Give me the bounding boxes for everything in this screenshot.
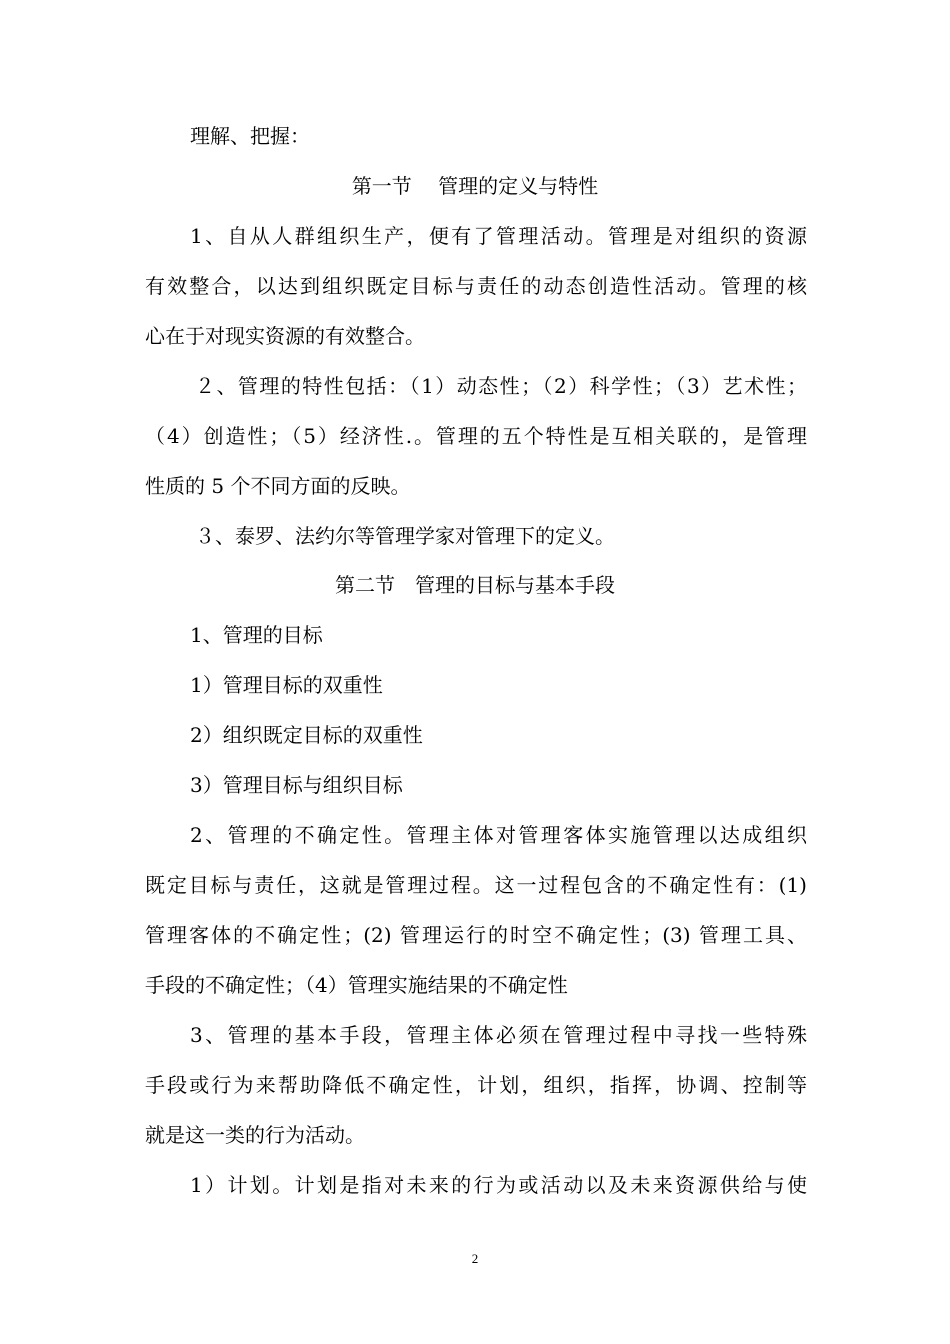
paragraph-line: 既定目标与责任，这就是管理过程。这一过程包含的不确定性有：(1) <box>145 873 807 897</box>
paragraph-line: 1）计划。计划是指对未来的行为或活动以及未来资源供给与使 <box>190 1173 807 1197</box>
list-item: 1）管理目标的双重性 <box>190 673 383 697</box>
paragraph-line: 1、自从人群组织生产，便有了管理活动。管理是对组织的资源 <box>190 224 807 248</box>
paragraph-line: 2、管理的不确定性。管理主体对管理客体实施管理以达成组织 <box>190 823 807 847</box>
paragraph-line: 手段的不确定性；（4）管理实施结果的不确定性 <box>145 973 568 997</box>
paragraph-line: ３、泰罗、法约尔等管理学家对管理下的定义。 <box>195 524 615 548</box>
list-item: 1、管理的目标 <box>190 623 323 647</box>
paragraph-line: 心在于对现实资源的有效整合。 <box>145 324 425 348</box>
paragraph-line: （4）创造性；（5）经济性.。管理的五个特性是互相关联的，是管理 <box>145 424 807 448</box>
section-2-heading: 第二节 管理的目标与基本手段 <box>335 573 615 597</box>
paragraph-line: 3、管理的基本手段，管理主体必须在管理过程中寻找一些特殊 <box>190 1023 807 1047</box>
intro-line: 理解、把握： <box>190 124 310 148</box>
list-item: 2）组织既定目标的双重性 <box>190 723 423 747</box>
paragraph-line: ２、管理的特性包括：（1）动态性；（2）科学性；（3）艺术性； <box>195 374 807 398</box>
list-item: 3）管理目标与组织目标 <box>190 773 403 797</box>
paragraph-line: 手段或行为来帮助降低不确定性，计划，组织，指挥，协调、控制等 <box>145 1073 807 1097</box>
page-number: 2 <box>471 1251 479 1266</box>
section-1-heading: 第一节 管理的定义与特性 <box>351 174 599 198</box>
paragraph-line: 就是这一类的行为活动。 <box>145 1123 365 1147</box>
paragraph-line: 性质的 5 个不同方面的反映。 <box>145 474 411 498</box>
paragraph-line: 有效整合，以达到组织既定目标与责任的动态创造性活动。管理的核 <box>145 274 807 298</box>
paragraph-line: 管理客体的不确定性；(2) 管理运行的时空不确定性；(3) 管理工具、 <box>145 923 807 947</box>
